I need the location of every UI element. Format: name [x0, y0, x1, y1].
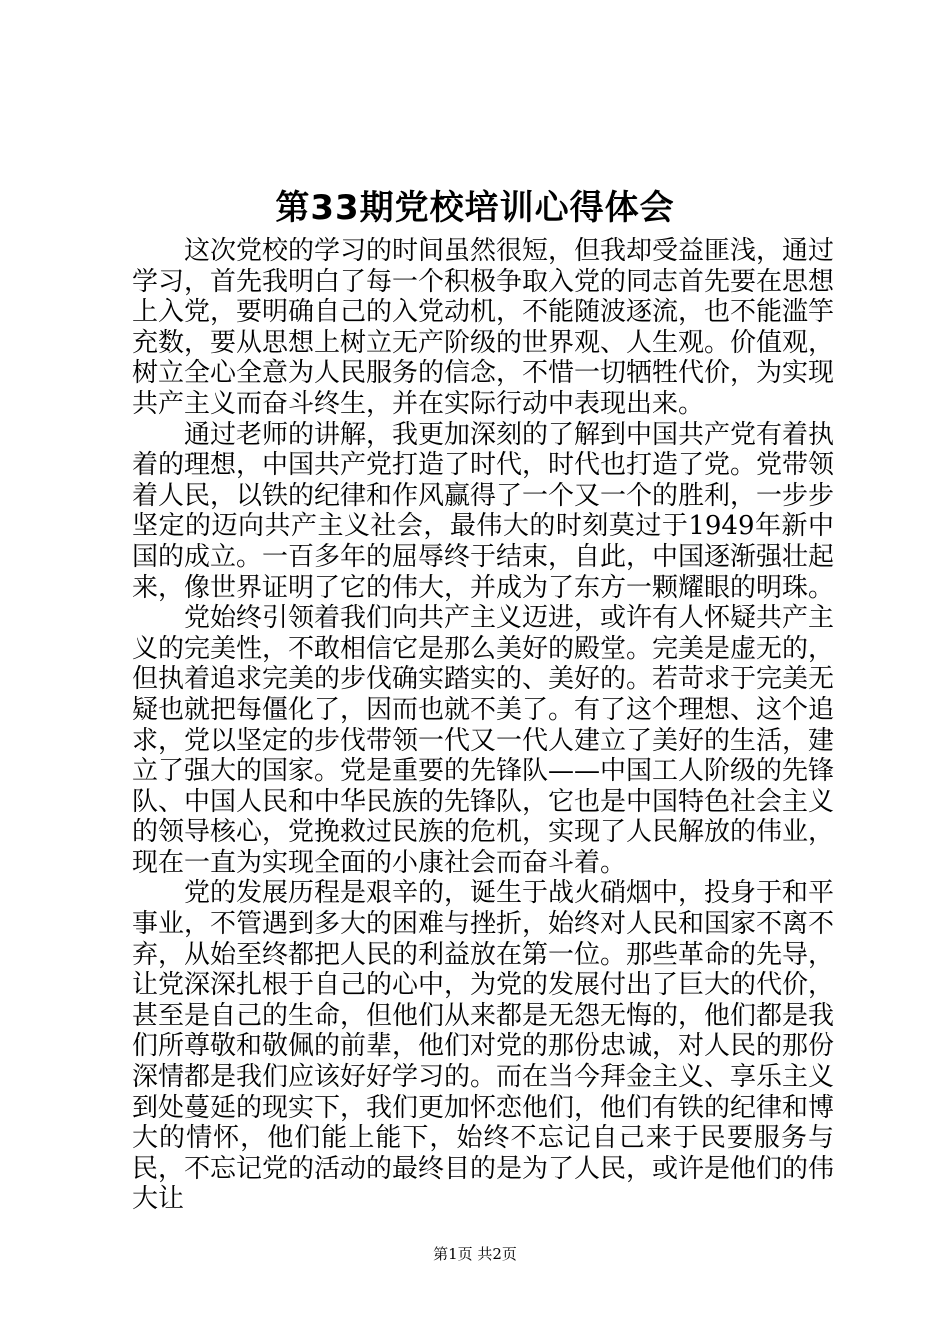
paragraph: 这次党校的学习的时间虽然很短，但我却受益匪浅，通过学习，首先我明白了每一个积极争取入党的同志首先要在思想上入党，要明确自己的入党动机，不能随波逐流，也不能滥竽充数，要从思想上树立无产阶级的世界观、人生观。价值观，树立全心全意为人民服务的信念，不惜一切牺牲代价，为实现共产主义而奋斗终生，并在实际行动中表现出来。 [132, 236, 835, 419]
document-title: 第33期党校培训心得体会 [275, 188, 675, 228]
document-body [132, 236, 834, 1215]
paragraph: 党始终引领着我们向共产主义迈进，或许有人怀疑共产主义的完美性，不敢相信它是那么美好的殿堂。完美是虚无的，但执着追求完美的步伐确实踏实的、美好的。若苛求于完美无疑也就把每僵化了，因而也就不美了。有了这个理想、这个追求，党以坚定的步伐带领一代又一代人建立了美好的生活，建立了强大的国家。党是重要的先锋队——中国工人阶级的先锋队、中国人民和中华民族的先锋队，它也是中国特色社会主义的领导核心，党挽救过民族的危机，实现了人民解放的伟业，现在一直为实现全面的小康社会而奋斗着。 [132, 603, 835, 878]
page-footer: 第1页 共2页 [433, 1245, 517, 1263]
paragraph: 通过老师的讲解，我更加深刻的了解到中国共产党有着执着的理想，中国共产党打造了时代，时代也打造了党。党带领着人民，以铁的纪律和作风赢得了一个又一个的胜利，一步步坚定的迈向共产主义社会，最伟大的时刻莫过于1949年新中国的成立。一百多年的屈辱终于结束，自此，中国逐渐强壮起来，像世界证明了它的伟大，并成为了东方一颗耀眼的明珠。 [132, 419, 835, 603]
paragraph: 党的发展历程是艰辛的，诞生于战火硝烟中，投身于和平事业，不管遇到多大的困难与挫折，始终对人民和国家不离不弃，从始至终都把人民的利益放在第一位。那些革命的先导，让党深深扎根于自己的心中，为党的发展付出了巨大的代价，甚至是自己的生命，但他们从来都是无怨无悔的，他们都是我们所尊敬和敬佩的前辈，他们对党的那份忠诚，对人民的那份深情都是我们应该好好学习的。而在当今拜金主义、享乐主义到处蔓延的现实下，我们更加怀恋他们，他们有铁的纪律和博大的情怀，他们能上能下，始终不忘记自己来于民要服务与民，不忘记党的活动的最终目的是为了人民，或许是他们的伟大让 [132, 878, 835, 1215]
